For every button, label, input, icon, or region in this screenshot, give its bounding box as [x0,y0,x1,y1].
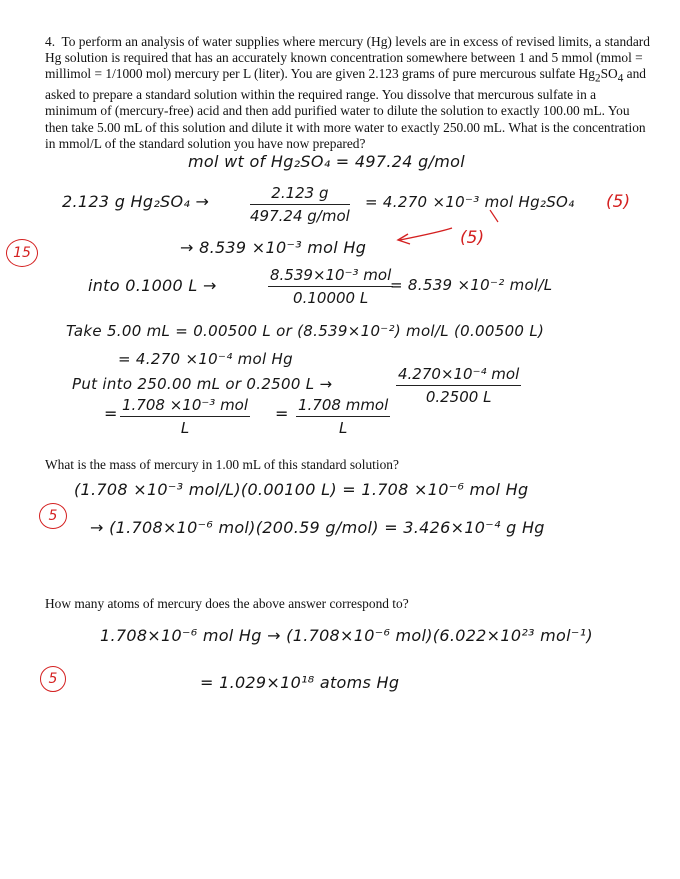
score-paren-5-mid: (5) [460,228,485,248]
atoms-question: How many atoms of mercury does the above answer correspond to? [45,596,409,611]
atoms-work-line2: = 1.029×10¹⁸ atoms Hg [200,673,400,692]
final-concentration-mmol: 1.708 mmol L [298,396,389,437]
moles-result: = 4.270 ×10⁻³ mol Hg₂SO₄ [365,193,575,211]
worksheet-page: 4. To perform an analysis of water supplies where mercury (Hg) levels are in excess of revised limits, a standard Hg solution is required that has an accurately known concentration somewhere between 1 and 5 mmol (mmol = millimol = 1/1000 mol) mercury per L (liter). You are given 2.123 grams of pure mercurous sulfate $Hg_2SO_4$ and asked to prepare a standard solution within the required range. You dissolve that mercurous sulfate in a minimum of (mercury-free) acid and then add purified water to dilute the solution to exactly 100.00 mL. You then take 5.00 mL of this solution and dilute it with more water to exactly 250.00 mL. What is the concentration in mmol/L of the standard solution you have now prepared? mol wt of Hg₂SO₄ = 497.24 g/mol 2.123 g Hg₂SO₄ → 2.123 g 497.24 g/mol = 4.270 ×10⁻³ mol Hg₂SO₄ → 8.539 ×10⁻³ mol Hg into 0.1000 L → 8.539×10⁻³ mol 0.10000 L = 8.539 ×10⁻² mol/L Take 5.00 mL = 0.00500 L or (8.539×10⁻²) mol/L (0.00500 L) = 4.270 ×10⁻⁴ mol Hg Put into 250.00 mL or 0.2500 L → 4.270×10⁻⁴ mol 0.2500 L = 1.708 ×10⁻³ mol L = 1.708 mmol L What is the mass of mercury in 1.00 mL of this standard solution? (1.708 ×10⁻³ mol/L)(0.00100 L) = 1.708 ×10⁻⁶ mol Hg → (1.708×10⁻⁶ mol)(200.59 g/mol) = 3.426×10⁻⁴ g Hg How many atoms of mercury does the above answer correspond to? 1.708×10⁻⁶ mol Hg → (1.708×10⁻⁶ mol)(6.022×10²³ mol⁻¹) = 1.029×10¹⁸ atoms Hg 15 (5) (5) 5 5 [0,0,680,879]
problem-number: 4. [45,34,56,49]
score-circle-5-mass: 5 [39,503,67,529]
aliquot-line: Take 5.00 mL = 0.00500 L or (8.539×10⁻²) mol/L (0.00500 L) [66,322,545,340]
mass-question: What is the mass of mercury in 1.00 mL of this standard solution? [45,457,399,472]
dilution-250ml-fraction: 4.270×10⁻⁴ mol 0.2500 L [398,365,520,406]
mass-work-line1: (1.708 ×10⁻³ mol/L)(0.00100 L) = 1.708 ×10⁻⁶ mol Hg [74,480,529,499]
dilution-100ml-fraction: 8.539×10⁻³ mol 0.10000 L [270,266,392,307]
mass-work-line2: → (1.708×10⁻⁶ mol)(200.59 g/mol) = 3.426×10⁻⁴ g Hg [90,518,545,537]
problem-statement: 4. To perform an analysis of water supplies where mercury (Hg) levels are in excess of revised limits, a standard Hg solution is required that has an accurately known concentration somewhere between 1 and 5 mmol (mmol = millimol = 1/1000 mol) mercury per L (liter). You are given 2.123 grams of pure mercurous sulfate $Hg_2SO_4$ and asked to prepare a standard solution within the required range. You dissolve that mercurous sulfate in a minimum of (mercury-free) acid and then add purified water to dilute the solution to exactly 100.00 mL. You then take 5.00 mL of this solution and dilute it with more water to exactly 250.00 mL. What is the concentration in mmol/L of the standard solution you have now prepared? [45,34,650,151]
dilution-250ml-start: Put into 250.00 mL or 0.2500 L → [72,375,333,393]
mass-to-moles-fraction: 2.123 g 497.24 g/mol [250,184,350,225]
problem-text: To perform an analysis of water supplies where mercury (Hg) levels are in excess of revised limits, a standard Hg solution is required that has an accurately known concentration somewhere between 1 and 5 mmol (mmol = millimol = 1/1000 mol) mercury per L (liter). You are given 2.123 grams of pure mercurous sulfate Hg [45,34,650,82]
final-concentration-mol: 1.708 ×10⁻³ mol L [122,396,249,437]
score-paren-5-top: (5) [606,192,631,212]
dilution-100ml-start: into 0.1000 L → [88,276,217,295]
score-circle-5-atoms: 5 [40,666,66,692]
moles-hg-line: → 8.539 ×10⁻³ mol Hg [180,238,367,257]
atoms-work-line1: 1.708×10⁻⁶ mol Hg → (1.708×10⁻⁶ mol)(6.022×10²³ mol⁻¹) [100,626,593,645]
mass-to-moles-start: 2.123 g Hg₂SO₄ → [62,192,210,211]
molar-mass-line: mol wt of Hg₂SO₄ = 497.24 g/mol [188,152,465,171]
score-circle-15: 15 [6,239,38,267]
aliquot-moles-line: = 4.270 ×10⁻⁴ mol Hg [118,350,293,368]
dilution-100ml-result: = 8.539 ×10⁻² mol/L [390,276,553,294]
